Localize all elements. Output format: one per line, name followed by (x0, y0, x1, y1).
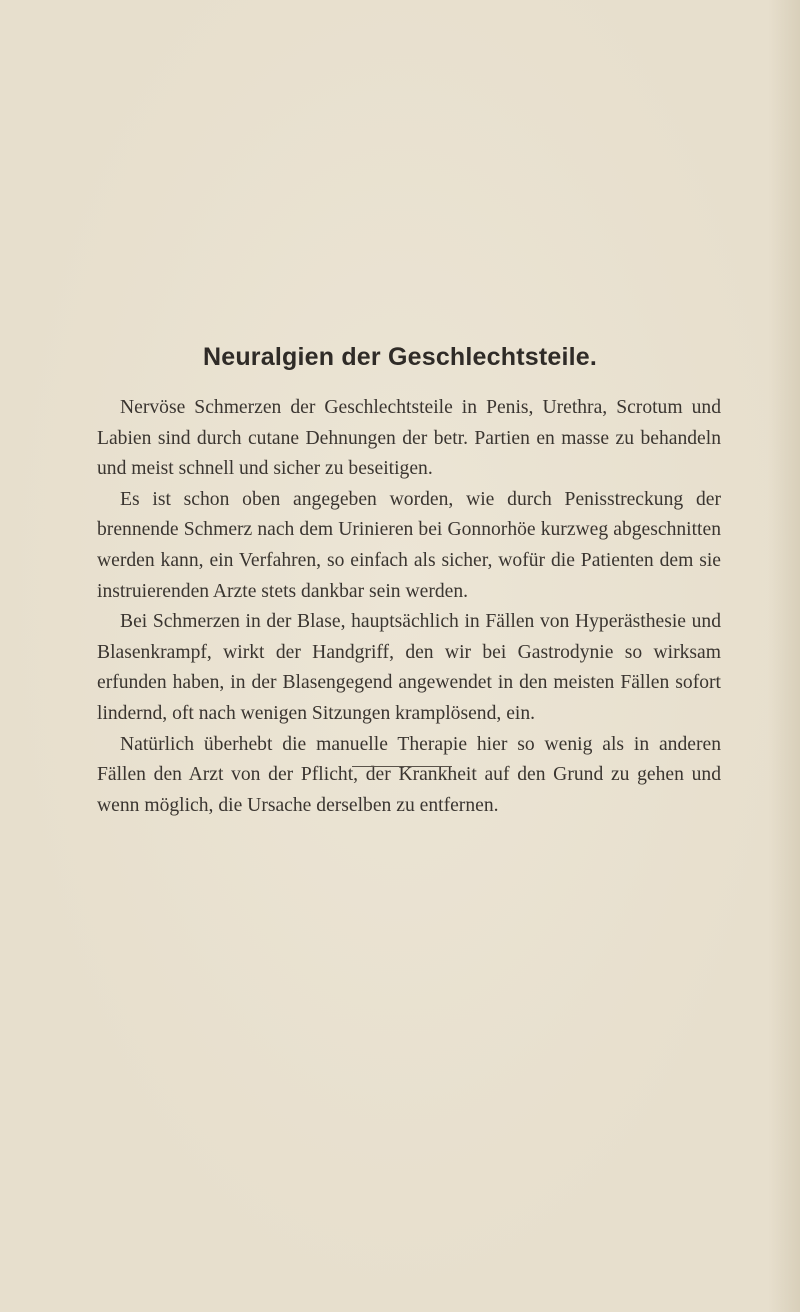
section-end-rule (352, 766, 452, 767)
paragraph-3: Bei Schmerzen in der Blase, hauptsächlich in Fällen von Hyperästhesie und Blasenkrampf, wirkt der Handgriff, den wir bei Gastrodynie so wirksam erfunden haben, in der Blasengegend angewendet in den meisten Fällen sofort lindernd, oft nach wenigen Sitzungen kramplösend, ein. (97, 611, 721, 724)
chapter-title: Neuralgien der Geschlechtsteile. (202, 343, 598, 371)
body-text (97, 393, 721, 821)
paragraph-1: Nervöse Schmerzen der Geschlechtsteile in Penis, Urethra, Scrotum und Labien sind durch cutane Dehnungen der betr. Partien en masse zu behandeln und meist schnell und sicher zu beseitigen. (97, 397, 721, 480)
paragraph-2: Es ist schon oben angegeben worden, wie durch Penisstreckung der brennende Schmerz nach dem Urinieren bei Gonnorhöe kurzweg abgeschnitten werden kann, ein Verfahren, so einfach als sicher, wofür die Patienten dem sie instruierenden Arzte stets dankbar sein werden. (97, 488, 721, 602)
paragraph-4: Natürlich überhebt die manuelle Therapie hier so wenig als in anderen Fällen den Arzt von der Pflicht, der Krankheit auf den Grund zu gehen und wenn möglich, die Ursache derselben zu entfernen. (97, 733, 721, 816)
